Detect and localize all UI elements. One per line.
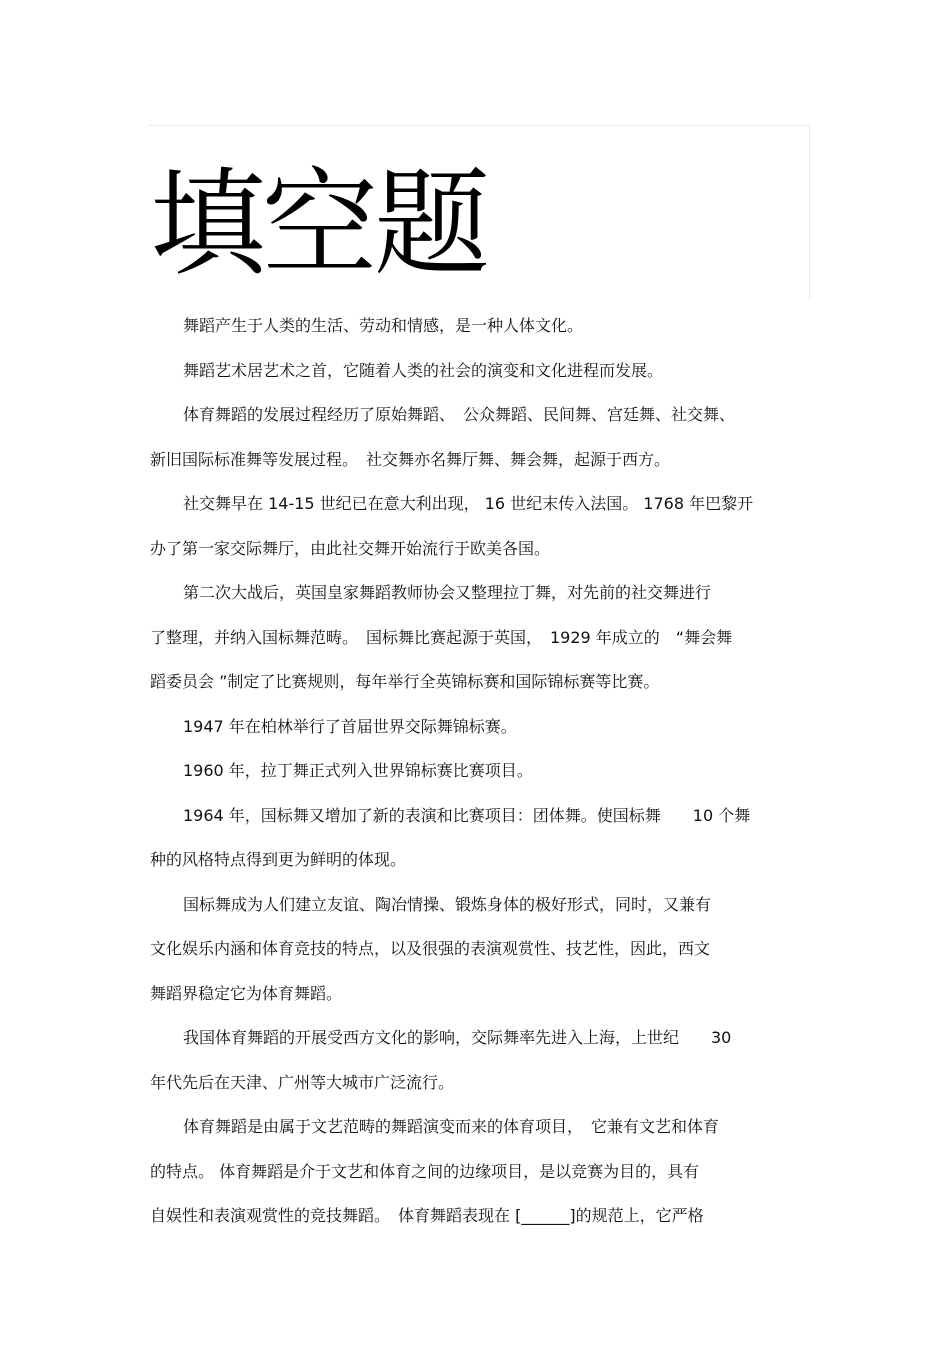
paragraph-line: 了整理，并纳入国标舞范畴。 国标舞比赛起源于英国， 1929 年成立的 “舞会舞 [150, 627, 733, 647]
paragraph-line: 蹈委员会 ”制定了比赛规则，每年举行全英锦标赛和国际锦标赛等比赛。 [150, 672, 660, 691]
paragraph-line: 舞蹈艺术居艺术之首，它随着人类的社会的演变和文化进程而发展。 [183, 360, 664, 380]
paragraph-line: 国标舞成为人们建立友谊、陶冶情操、锻炼身体的极好形式，同时，又兼有 [183, 894, 712, 914]
paragraph-line: 文化娱乐内涵和体育竞技的特点，以及很强的表演观赏性、技艺性，因此，西文 [150, 939, 711, 958]
paragraph-line: 1947 年在柏林举行了首届世界交际舞锦标赛。 [183, 716, 517, 736]
paragraph-line-with-blank: 自娱性和表演观赏性的竞技舞蹈。 体育舞蹈表现在 [______]的规范上，它严格 [150, 1206, 704, 1225]
paragraph-line: 种的风格特点得到更为鲜明的体现。 [150, 850, 407, 869]
paragraph-line: 办了第一家交际舞厅，由此社交舞开始流行于欧美各国。 [150, 538, 551, 558]
paragraph-line: 新旧国际标准舞等发展过程。 社交舞亦名舞厅舞、舞会舞，起源于西方。 [150, 449, 671, 469]
paragraph-line: 我国体育舞蹈的开展受西方文化的影响，交际舞率先进入上海，上世纪 30 [183, 1028, 732, 1047]
paragraph-line: 体育舞蹈是由属于文艺范畴的舞蹈演变而来的体育项目， 它兼有文艺和体育 [183, 1117, 720, 1136]
paragraph-line: 的特点。 体育舞蹈是介于文艺和体育之间的边缘项目，是以竞赛为目的，具有 [150, 1161, 700, 1181]
paragraph-line: 年代先后在天津、广州等大城市广泛流行。 [150, 1072, 455, 1092]
paragraph-line: 1964 年，国标舞又增加了新的表演和比赛项目：团体舞。使国标舞 10 个舞 [183, 805, 751, 825]
paragraph-line: 第二次大战后，英国皇家舞蹈教师协会又整理拉丁舞，对先前的社交舞进行 [183, 583, 712, 602]
paragraph-line: 1960 年，拉丁舞正式列入世界锦标赛比赛项目。 [183, 761, 533, 780]
document-body [150, 304, 812, 1239]
paragraph-line: 舞蹈界稳定它为体育舞蹈。 [150, 983, 343, 1003]
paragraph-line: 社交舞早在 14-15 世纪已在意大利出现， 16 世纪末传入法国。 1768 年巴黎开 [183, 494, 754, 513]
page-title: 填空题 [150, 157, 486, 292]
paragraph-line: 舞蹈产生于人类的生活、劳动和情感，是一种人体文化。 [183, 316, 584, 335]
paragraph-line: 体育舞蹈的发展过程经历了原始舞蹈、 公众舞蹈、民间舞、宫廷舞、社交舞、 [183, 405, 736, 424]
